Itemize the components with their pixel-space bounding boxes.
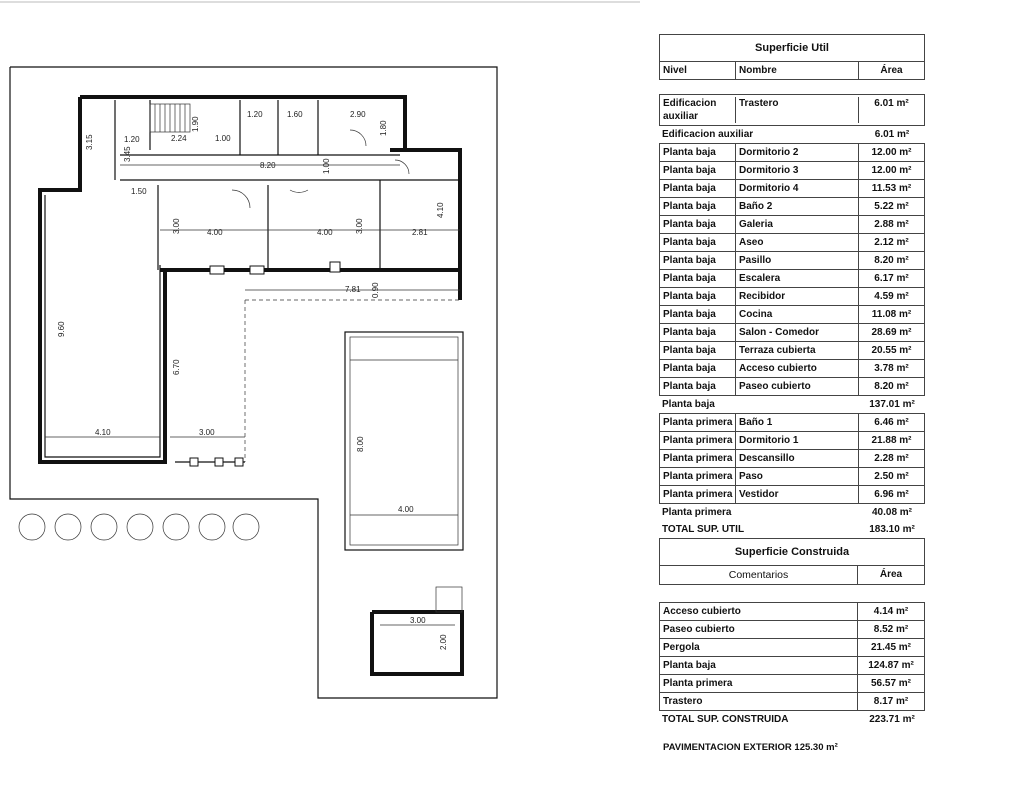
dim-label: 2.90 — [350, 110, 366, 119]
area-cell: 124.87 m² — [857, 657, 924, 674]
nombre-cell: Planta baja — [663, 660, 716, 671]
util-total-row — [659, 521, 925, 538]
nivel-cell: Planta primera — [660, 432, 736, 449]
dim-label: 1.60 — [287, 110, 303, 119]
trastero-outbuilding — [372, 587, 462, 674]
dim-label: 3.00 — [172, 218, 181, 234]
nivel-cell: TOTAL SUP. UTIL — [662, 524, 745, 535]
util-row — [659, 360, 925, 378]
pavimentacion-exterior-note: PAVIMENTACION EXTERIOR 125.30 m² — [663, 742, 838, 753]
nivel-cell: Planta baja — [660, 288, 736, 305]
util-row — [659, 94, 925, 126]
area-cell: 5.22 m² — [858, 198, 924, 215]
util-row — [659, 342, 925, 360]
area-cell: 11.08 m² — [858, 306, 924, 323]
nivel-cell: Planta baja — [660, 360, 736, 377]
nombre-cell: Dormitorio 4 — [739, 183, 799, 194]
area-cell: 6.46 m² — [858, 414, 924, 431]
util-row — [659, 324, 925, 342]
nombre-cell: Acceso cubierto — [739, 363, 817, 374]
nombre-cell: Recibidor — [739, 291, 786, 302]
area-cell: 40.08 m² — [871, 507, 913, 518]
construida-row — [659, 693, 925, 711]
tree-circles — [19, 514, 259, 540]
util-row — [659, 252, 925, 270]
nivel-cell: Planta baja — [660, 324, 736, 341]
nombre-cell: Pergola — [663, 642, 700, 653]
area-cell: 137.01 m² — [869, 399, 915, 410]
header-comentarios: Comentarios — [660, 566, 858, 584]
dim-label: 9.60 — [57, 321, 66, 337]
dim-label: 4.00 — [398, 505, 414, 514]
area-cell: 2.28 m² — [858, 450, 924, 467]
nivel-cell: Planta baja — [660, 378, 736, 395]
dim-label: 3.45 — [123, 146, 132, 162]
superficie-util-title: Superficie Util — [659, 34, 925, 62]
nivel-cell: Planta primera — [660, 486, 736, 503]
area-cell: 12.00 m² — [858, 144, 924, 161]
house-walls — [40, 97, 460, 466]
nivel-cell: Planta baja — [660, 198, 736, 215]
dim-label: 4.00 — [317, 228, 333, 237]
util-row — [659, 216, 925, 234]
area-cell: 6.01 m² — [874, 129, 910, 140]
nivel-cell: Planta baja — [660, 162, 736, 179]
nombre-cell: Acceso cubierto — [663, 606, 741, 617]
nivel-cell: Planta baja — [660, 144, 736, 161]
nivel-cell: Planta primera — [660, 468, 736, 485]
nombre-cell: Paso — [739, 471, 763, 482]
dim-label: 2.24 — [171, 134, 187, 143]
util-row — [659, 306, 925, 324]
nombre-cell: Baño 2 — [739, 201, 773, 212]
dim-label: 7.81 — [345, 285, 361, 294]
util-subtotal-row — [659, 396, 925, 413]
nivel-cell: Planta baja — [660, 306, 736, 323]
construida-row — [659, 602, 925, 621]
nivel-cell: Planta primera — [660, 414, 736, 431]
superficie-construida-table — [659, 538, 925, 728]
nombre-cell: Terraza cubierta — [739, 345, 816, 356]
dim-label: 1.00 — [215, 134, 231, 143]
area-cell: 2.50 m² — [858, 468, 924, 485]
nombre-cell: Aseo — [739, 237, 764, 248]
area-cell: 8.20 m² — [858, 378, 924, 395]
util-row — [659, 378, 925, 396]
util-row — [659, 180, 925, 198]
nivel-cell: Planta baja — [660, 180, 736, 197]
nivel-cell: Planta baja — [660, 252, 736, 269]
nombre-cell: Baño 1 — [739, 417, 773, 428]
header-area: Área — [858, 62, 924, 79]
dim-label: 3.00 — [410, 616, 426, 625]
dim-label: 6.70 — [172, 359, 181, 375]
nombre-cell: Dormitorio 3 — [739, 165, 799, 176]
util-row — [659, 162, 925, 180]
superficie-construida-title: Superficie Construida — [659, 538, 925, 566]
area-cell: 3.78 m² — [858, 360, 924, 377]
nombre-cell: Trastero — [663, 696, 703, 707]
util-row — [659, 270, 925, 288]
util-row — [659, 468, 925, 486]
dim-label: 4.10 — [436, 202, 445, 218]
area-cell: 21.88 m² — [858, 432, 924, 449]
dim-label: 3.00 — [199, 428, 215, 437]
util-row — [659, 450, 925, 468]
util-rows — [659, 94, 925, 538]
nombre-cell: Planta primera — [663, 678, 733, 689]
util-row — [659, 234, 925, 252]
nombre-cell: Dormitorio 2 — [739, 147, 799, 158]
area-cell: 56.57 m² — [857, 675, 924, 692]
construida-row — [659, 675, 925, 693]
nombre-cell: Salon - Comedor — [739, 327, 820, 338]
nombre-cell: Vestidor — [739, 489, 779, 500]
nivel-cell: Planta baja — [660, 270, 736, 287]
construida-row — [659, 621, 925, 639]
nivel-cell: Planta baja — [660, 234, 736, 251]
area-cell: 6.96 m² — [858, 486, 924, 503]
superficie-util-table — [659, 34, 925, 538]
nombre-cell: Escalera — [739, 273, 781, 284]
dim-label: 4.00 — [207, 228, 223, 237]
util-row — [659, 413, 925, 432]
dimension-labels — [57, 110, 448, 650]
area-cell: 2.88 m² — [858, 216, 924, 233]
area-cell: 8.17 m² — [857, 693, 924, 710]
area-cell: 8.52 m² — [857, 621, 924, 638]
util-row — [659, 143, 925, 162]
nombre-cell: Cocina — [739, 309, 773, 320]
nivel-cell: Planta baja — [660, 216, 736, 233]
header-nombre: Nombre — [739, 65, 777, 76]
nombre-cell: Paseo cubierto — [739, 381, 811, 392]
plot-boundary — [10, 67, 497, 698]
dim-label: 2.00 — [439, 634, 448, 650]
construida-total-row — [659, 711, 925, 728]
area-cell: 28.69 m² — [858, 324, 924, 341]
nombre-cell: Trastero — [739, 98, 779, 109]
nivel-cell: Planta primera — [660, 450, 736, 467]
header-area: Área — [879, 569, 903, 580]
area-cell: 12.00 m² — [858, 162, 924, 179]
area-cell: 6.17 m² — [858, 270, 924, 287]
dim-label: 8.20 — [260, 161, 276, 170]
dim-label: 3.15 — [85, 134, 94, 150]
nombre-cell: Pasillo — [739, 255, 772, 266]
nombre-cell: Paseo cubierto — [663, 624, 735, 635]
nombre-cell: Galeria — [739, 219, 773, 230]
dim-label: 1.50 — [131, 187, 147, 196]
nivel-cell: Planta primera — [662, 507, 732, 518]
nivel-cell: Edificacion auxiliar — [662, 129, 754, 140]
nivel-cell: Planta baja — [660, 342, 736, 359]
dim-label: 0.90 — [371, 282, 380, 298]
construida-header-row — [659, 566, 925, 585]
dim-label: 1.00 — [322, 158, 331, 174]
area-cell: 4.14 m² — [857, 603, 924, 620]
header-nivel: Nivel — [660, 62, 736, 79]
dim-label: 8.00 — [356, 436, 365, 452]
util-subtotal-row — [659, 504, 925, 521]
nivel-cell: Edificacion auxiliar — [660, 97, 736, 123]
util-header-row — [659, 62, 925, 80]
util-row — [659, 198, 925, 216]
area-cell: 223.71 m² — [869, 714, 915, 725]
area-cell: 21.45 m² — [857, 639, 924, 656]
construida-row — [659, 657, 925, 675]
construida-rows — [659, 602, 925, 728]
nombre-cell: TOTAL SUP. CONSTRUIDA — [662, 714, 789, 725]
dim-label: 1.90 — [191, 116, 200, 132]
area-cell: 2.12 m² — [858, 234, 924, 251]
nombre-cell: Dormitorio 1 — [739, 435, 799, 446]
stair — [150, 104, 190, 132]
dim-label: 1.20 — [124, 135, 140, 144]
dim-label: 4.10 — [95, 428, 111, 437]
construida-row — [659, 639, 925, 657]
area-cell: 11.53 m² — [858, 180, 924, 197]
area-cell: 6.01 m² — [858, 97, 924, 123]
dim-label: 1.80 — [379, 120, 388, 136]
area-cell: 4.59 m² — [858, 288, 924, 305]
area-cell: 8.20 m² — [858, 252, 924, 269]
area-cell: 20.55 m² — [858, 342, 924, 359]
dim-label: 1.20 — [247, 110, 263, 119]
nivel-cell: Planta baja — [662, 399, 715, 410]
dim-label: 2.81 — [412, 228, 428, 237]
dim-label: 3.00 — [355, 218, 364, 234]
area-cell: 183.10 m² — [869, 524, 915, 535]
util-subtotal-row — [659, 126, 925, 143]
nombre-cell: Descansillo — [739, 453, 795, 464]
util-row — [659, 288, 925, 306]
util-row — [659, 486, 925, 504]
util-row — [659, 432, 925, 450]
